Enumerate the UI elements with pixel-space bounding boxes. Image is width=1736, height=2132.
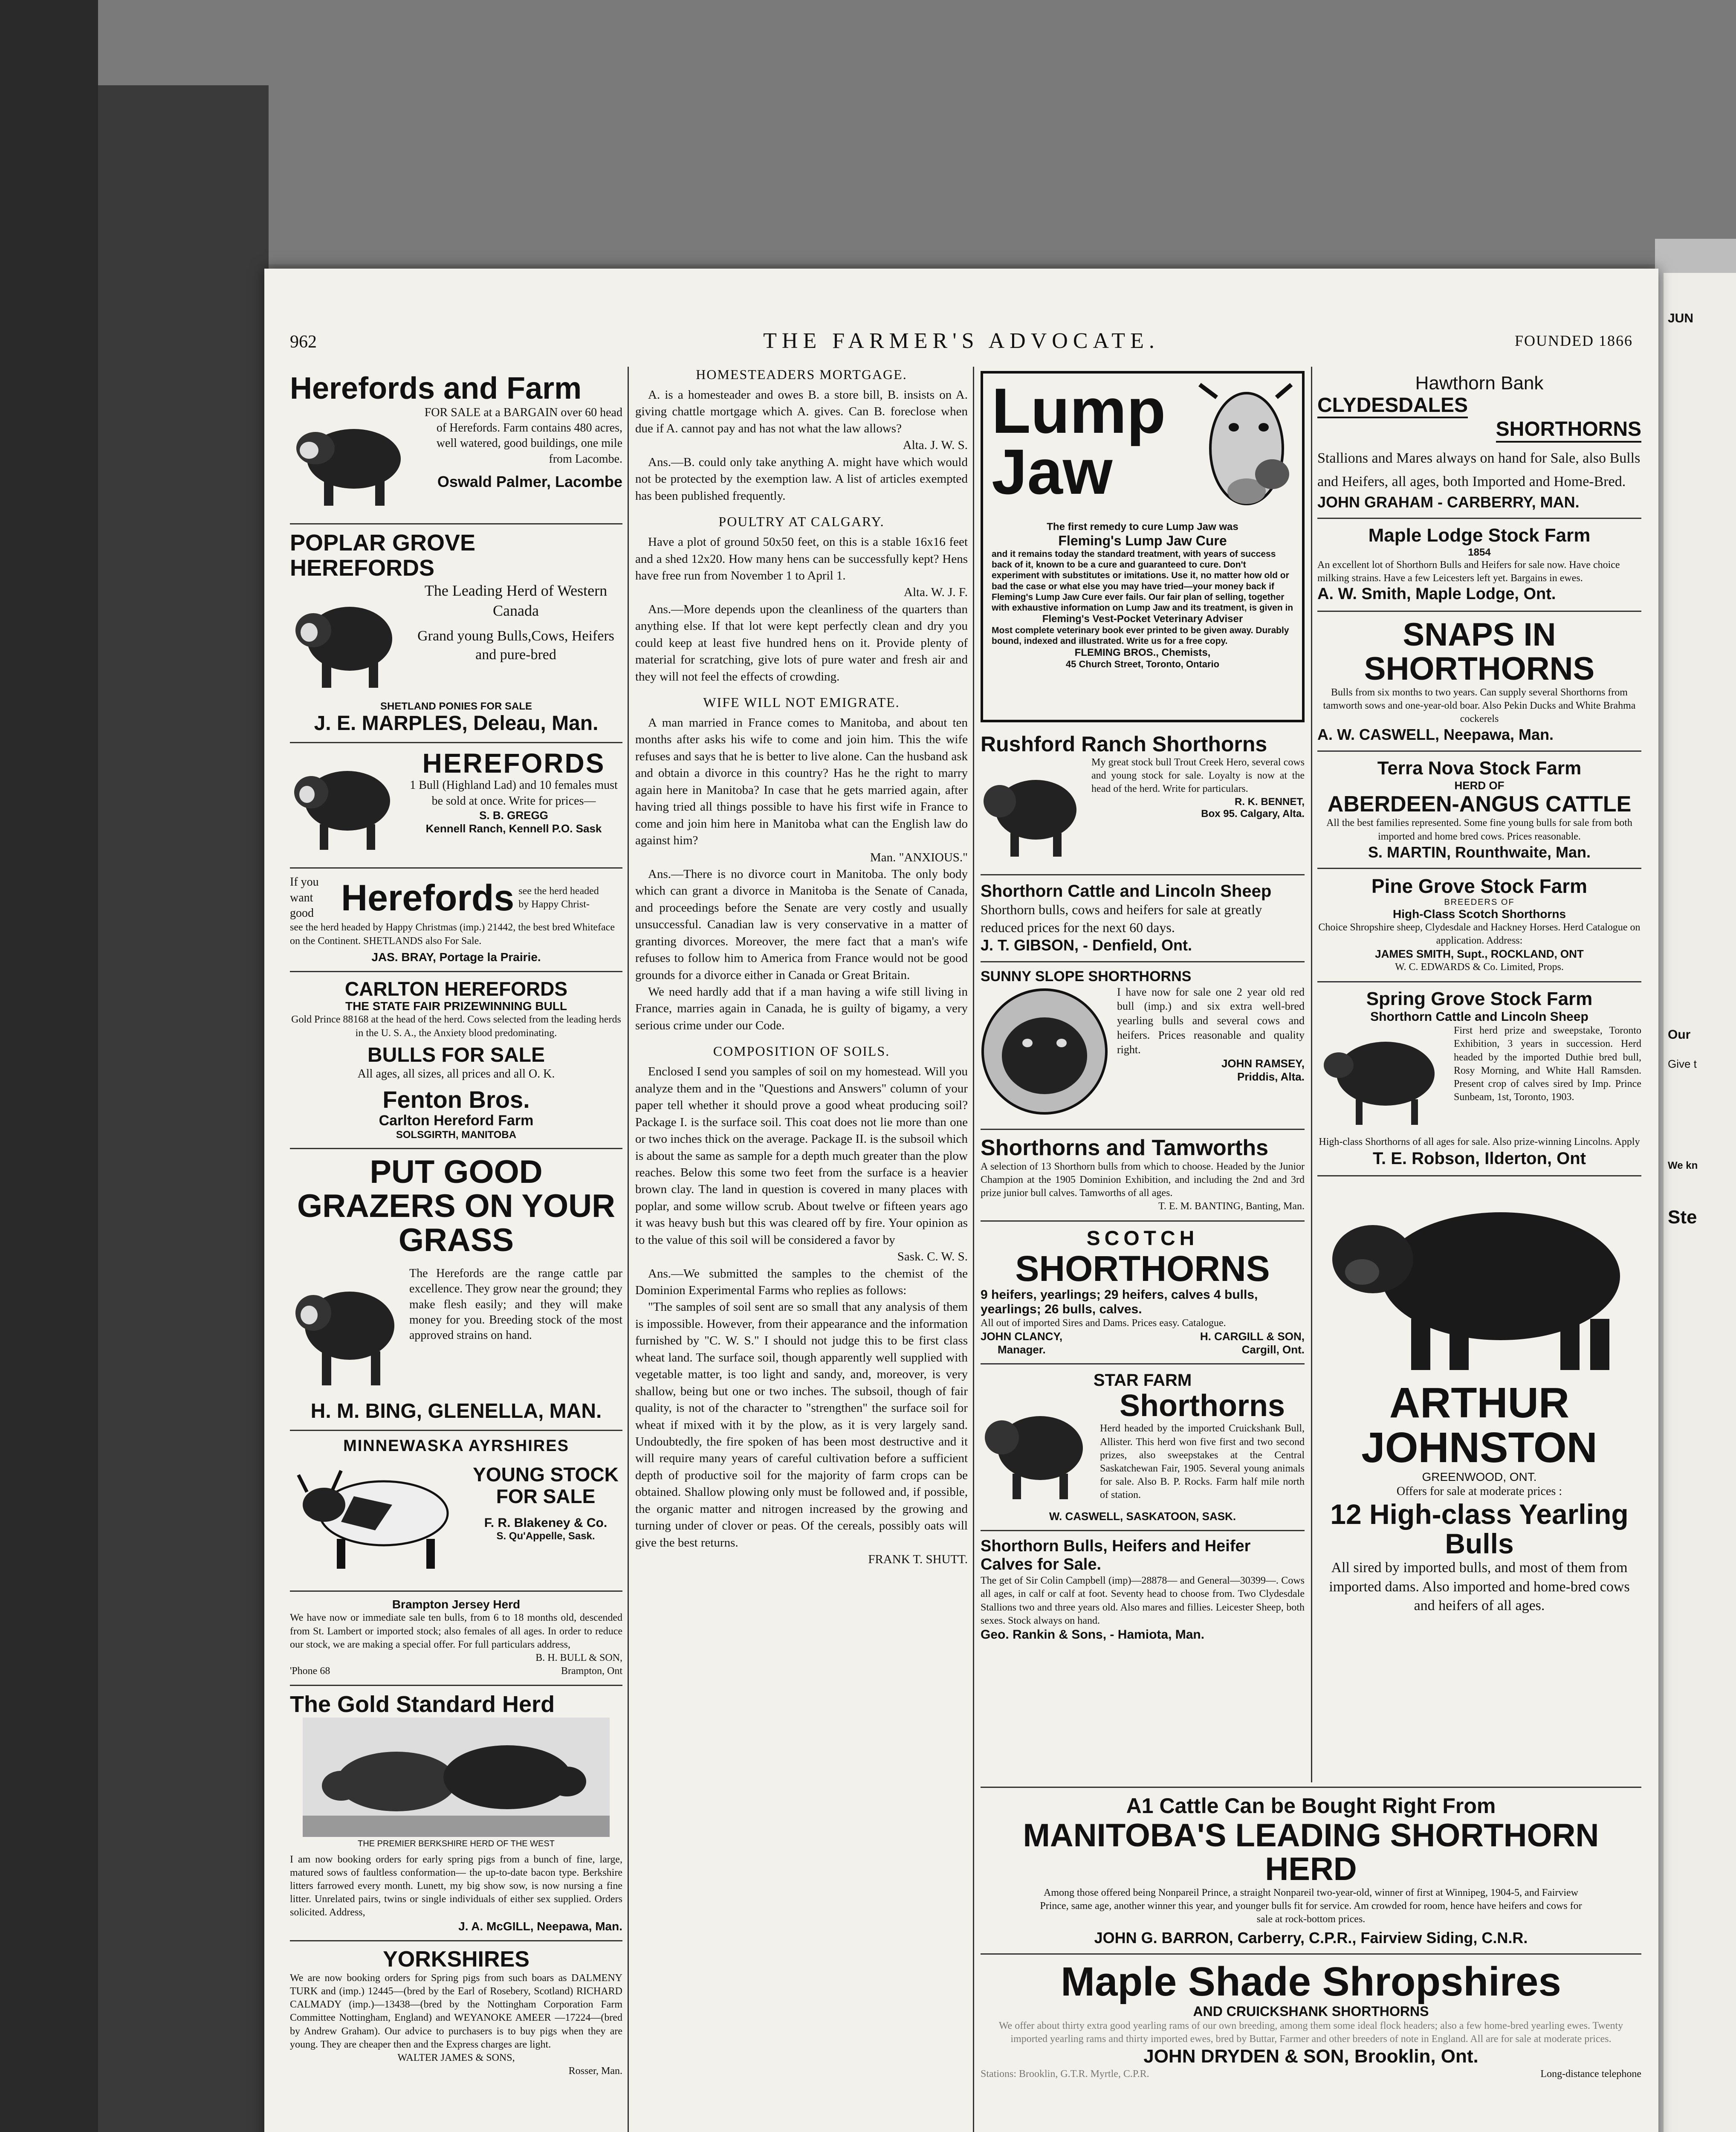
ad-headline: BULLS FOR SALE [367,1043,545,1066]
ad-text: Bulls from six months to two years. Can supply several Shorthorns from tamworth sows and one-year-old boar. Also Pekin Ducks and White Brahma cockerels [1323,687,1636,724]
ad-title: SCOTCH [1086,1227,1199,1250]
ad-text: We have now or immediate sale ten bulls, from 6 to 18 months old, descended from St. Lambert or imported stock; also females of all ages. In order to reduce our stock, we are making a special offer. For full particulars address, [290,1612,622,1650]
ad-minnewaska-ayrshires [290,1431,622,1592]
article-heading: HOMESTEADERS MORTGAGE. [696,367,907,382]
advertiser-name: A. W. Smith, Maple Lodge, Ont. [1317,585,1556,603]
ad-title: A1 Cattle Can be Bought Right From [1126,1794,1496,1818]
ad-title: Shorthorn Bulls, Heifers and Heifer Calves for Sale. [981,1537,1251,1574]
ad-gold-standard-herd [290,1686,622,1941]
ad-text: Shorthorn bulls, cows and heifers for sale at greatly reduced prices for the next 60 days. [981,902,1262,935]
article-answer: We need hardly add that if a man having a wife still living in France, marries again in Canada, he is guilty of bigamy, a very serious crime under our Code. [635,985,968,1032]
advertiser-name: T. E. Robson, Ilderton, Ont [1373,1149,1586,1168]
ad-year: 1854 [1468,546,1491,558]
ad-carlton-herefords [290,972,622,1150]
ad-text: Stallions and Mares always on hand for Sale, also Bulls and Heifers, all ages, both Imported and Home-Bred. [1317,450,1641,490]
advertiser-name: W. CASWELL, SASKATOON, SASK. [1049,1509,1236,1523]
next-page-fragment: JUN [1668,311,1694,325]
ad-snaps-shorthorns [1317,612,1641,752]
ad-scotch-shorthorns [981,1222,1305,1364]
advertiser-name: S. MARTIN, Rounthwaite, Man. [1368,843,1591,861]
article-signature: Sask. C. W. S. [897,1250,968,1264]
article-question: A man married in France comes to Manitoba, and about ten months after asks his wife to come and join him. This the wife refuses and says that he is better to live alone. Can the husband ask and obtain a divorce in this country? Has he the right to marry again here in Manitoba? In case that he gets married again, after having tried all things possible to have his first wife in France to come and join him here in Manitoba what can the English law do against him? [635,716,968,848]
ad-text: The get of Sir Colin Campbell (imp)—28878— and General—30399—. Cows all ages, in calf or calf at foot. Seventy head to choose from. Two Clydesdale Stallions two and three years old. Also mares and fillies. Leicester Sheep, both sexes. Stock always on hand. [981,1575,1305,1626]
advertiser-name: FLEMING BROS., Chemists, [1074,646,1211,658]
ad-headline: 12 High-class Yearling Bulls [1330,1498,1629,1560]
ad-pine-grove [1317,869,1641,982]
advertiser-name: ARTHUR JOHNSTON [1361,1379,1597,1472]
advertiser-address: GREENWOOD, ONT. [1422,1470,1537,1484]
pig-illustration [290,1718,622,1839]
advertiser-name: WALTER JAMES & SONS, [397,2052,515,2063]
ad-title: The Gold Standard Herd [290,1692,555,1718]
article-answer: "The samples of soil sent are so small that any analysis of them is impossible. However, from their appearance and the information furnished by "C. W. S." I should not judge this to be first class wheat land. The surface soil, though apparently well supplied with vegetable matter, is too light and sandy, and, moreover, is very shallow, being but one or two inches. The subsoil, though of fair quality, is not of the character to "strengthen" the surface soil for wheat if mixed with it by the plow, as it is very largely sand. Undoubtedly, the fire spoken of has been most destructive and it will require many years of careful cultivation before a sufficient depth of productive soil for the majority of farm crops can be obtained. Shallow plowing only must be followed and, if possible, the organic matter and nitrogen increased by the growing and turning under of clover or peas. Of the cereals, possibly oats will give the best returns. [635,1300,968,1550]
advertiser-name: B. H. BULL & SON, [535,1652,622,1663]
ad-text: We offer about thirty extra good yearling rams of our own breeding, among them some ideal flock headers; also a few home-bred yearling ewes. Twenty imported yearling rams and thirty imported ewes, bred by Buttar, Farmer and other breeders of note in England. All are for sale at moderate prices. [998,2020,1623,2045]
ad-text: Offers for sale at moderate prices : [1396,1485,1562,1498]
ad-subtitle: HERD OF [1454,779,1505,792]
advertiser-owner: W. C. EDWARDS & Co. Limited, Props. [1395,962,1564,973]
advertiser-name: S. B. GREGG [479,809,548,822]
ad-shorthorns-tamworths [981,1130,1305,1222]
advertiser-name: JOHN GRAHAM - CARBERRY, MAN. [1317,493,1580,511]
ad-yorkshires [290,1941,622,2085]
ad-spring-grove [1317,982,1641,1177]
ad-title: Maple Shade Shropshires [1061,1959,1561,2005]
advertiser-name: J. T. GIBSON, - Denfield, Ont. [981,936,1192,954]
ad-title: Herefords [341,877,515,918]
ad-text: Choice Shropshire sheep, Clydesdale and Hackney Horses. Herd Catalogue on application. Address: [1318,922,1641,947]
bull-illustration [290,408,409,512]
ad-line: The first remedy to cure Lump Jaw was [1047,521,1238,533]
advertiser-stations: Stations: Brooklin, G.T.R. Myrtle, C.P.R. [981,2068,1149,2080]
ad-title: SHORTHORNS [1015,1248,1270,1289]
advertiser-phone: Long-distance telephone [1540,2068,1641,2080]
advertiser-name: J. E. MARPLES, Deleau, Man. [314,712,599,735]
advertiser-name: JOHN RAMSEY, [1221,1057,1305,1070]
next-page-edge [1664,273,1736,2132]
ad-lump-jaw [981,371,1305,722]
ad-title: Shorthorn Cattle and Lincoln Sheep [981,882,1272,901]
column-rule [628,367,629,2132]
scan-background-left [0,0,98,2132]
ad-title: Spring Grove Stock Farm [1366,988,1593,1009]
advertiser-address: Box 95. Calgary, Alta. [1201,808,1305,820]
founded-date: FOUNDED 1866 [1514,332,1633,349]
column-rule [1311,367,1312,1782]
ad-text: High-class Shorthorns of all ages for sale. Also prize-winning Lincolns. Apply [1319,1136,1640,1148]
next-page-fragment: We kn [1668,1160,1698,1171]
advertiser-name: JOHN DRYDEN & SON, Brooklin, Ont. [1143,2046,1478,2067]
ad-terra-nova [1317,752,1641,869]
ad-title-jaw: Jaw [992,435,1113,507]
ad-title: CARLTON HEREFORDS [344,977,568,1000]
article-answer: Ans.—B. could only take anything A. might have which would not be protected by the exemption law. A list of articles exempted has been published frequently. [635,455,968,503]
article-signature: Alta. W. J. F. [904,585,968,600]
bull-illustration [290,1458,460,1579]
ad-subtitle: High-Class Scotch Shorthorns [1392,907,1566,921]
newspaper-title: THE FARMER'S ADVOCATE. [763,329,1160,353]
ad-line: Grand young Bulls,Cows, Heifers and pure-bred [417,628,614,663]
column-1 [290,367,622,2085]
bull-illustration [290,583,401,696]
ad-star-farm [981,1364,1305,1531]
column-rule [973,367,974,2132]
farm-name: Carlton Hereford Farm [379,1112,534,1129]
ad-title-lump: Lump [992,375,1166,446]
ad-title: Terra Nova Stock Farm [1377,757,1582,779]
advertiser-role: Manager. [998,1343,1046,1356]
ad-title: Rushford Ranch Shorthorns [981,732,1267,756]
ad-subtitle: AND CRUICKSHANK SHORTHORNS [1193,2003,1429,2019]
article-question: Have a plot of ground 50x50 feet, on this is a stable 16x16 feet and a shed 12x20. How many hens can be successfully kept? Hens have free run from November 1 to April 1. [635,535,968,582]
advertiser-address: SOLSGIRTH, MANITOBA [396,1129,517,1141]
ad-text: First herd prize and sweepstake, Toronto Exhibition, 3 years in succession. Herd headed by the imported Duthie bred bull, Rosy Morning, and White Hall Ramsden. Present crop of calves sired by Imp. Prince Sunbeam, 1st, Toronto, 1903. [1454,1025,1641,1103]
ad-text: I am now booking orders for early spring pigs from a bunch of fine, large, matured sows of faultless conformation— the up-to-date bacon type. Berkshire litters farrowed every month. Lunett, my big show sow, is now nursing a fine litter. Unrelated pairs, twins or single individuals of either sex supplied. Orders solicited. Address, [290,1854,622,1918]
ad-title: POPLAR GROVE HEREFORDS [290,530,476,581]
ad-text: Most complete veterinary book ever printed to be given away. Durably bound, indexed and illustrated. Write us for a free copy. [992,626,1289,646]
ad-title: Pine Grove Stock Farm [1371,875,1588,898]
advertiser-address: Rosser, Man. [568,2065,622,2077]
bull-illustration [1317,1182,1641,1381]
bull-illustration [290,1266,401,1396]
ad-subtitle: Shorthorns [1120,1388,1285,1423]
ad-text: The Herefords are the range cattle par excellence. They grow near the ground; they make flesh easily; and they will make money for you. Breeding stock of the most approved strains on hand. [409,1266,622,1342]
advertiser-address: Brampton, Ont [561,1666,622,1677]
ad-rushford-ranch [981,727,1305,875]
ad-title: STAR FARM [1093,1370,1192,1390]
ad-text: A selection of 13 Shorthorn bulls from which to choose. Headed by the Junior Champion at the 1905 Dominion Exhibition, and including the 2nd and 3rd prize junior bull calves. Tamworths of all ages. [981,1161,1305,1199]
ad-text: All out of imported Sires and Dams. Prices easy. Catalogue. [981,1317,1226,1329]
ad-text: 9 heifers, yearlings; 29 heifers, calves 4 bulls, yearlings; 26 bulls, calves. [981,1287,1258,1316]
article-heading: POULTRY AT CALGARY. [718,514,885,530]
advertiser-address: Kennell Ranch, Kennell P.O. Sask [425,822,602,835]
ad-title: HEREFORDS [422,748,605,779]
ad-subtitle: Shorthorn Cattle and Lincoln Sheep [1370,1010,1588,1024]
ad-herefords-and-farm [290,367,622,524]
ad-title: MANITOBA'S LEADING SHORTHORN HERD [1023,1817,1599,1888]
advertiser-name: JOHN CLANCY, [981,1330,1063,1343]
ad-text: An excellent lot of Shorthorn Bulls and Heifers for sale now. Have choice milking strains. Have a few Leicesters left yet. Bargains in ewes. [1317,559,1620,584]
ad-maple-lodge [1317,519,1641,612]
advertiser-name: F. R. Blakeney & Co. [484,1515,608,1530]
ad-hawthorn-bank [1317,367,1641,519]
ad-title: Shorthorns and Tamworths [981,1135,1269,1160]
page-header [290,328,1633,354]
advertiser-name: T. E. M. BANTING, Banting, Man. [1158,1201,1305,1212]
ad-barron-shorthorn-herd [981,1788,1641,1955]
ad-text-right: see the herd headed by Happy Christ- [518,885,599,910]
ad-title: Herefords and Farm [290,371,582,406]
ad-title: YORKSHIRES [383,1947,529,1972]
ad-subtitle: YOUNG STOCK FOR SALE [473,1463,619,1507]
ad-title: Hawthorn Bank [1415,373,1544,394]
next-page-fragment: Ste [1668,1207,1697,1228]
article-heading: WIFE WILL NOT EMIGRATE. [703,695,900,710]
article-question: Enclosed I send you samples of soil on my homestead. Will you analyze them and in the "Questions and Answers" column of your paper tell whether it should prove a good wheat producing soil? Package I. is the surface soil. This coat does not lie more than one or two inches thick on the average. Package II. is the subsoil which is about the same as sample for a depth much greater than the plow reaches. Below this some two feet from the surface is a heavier brown clay. The land in question is covered in many places with poplar, and some willow scrub. About twelve or fifteen years ago it was heavy bush but this was cleared off by fire. Your opinion as to the value of this soil will be considered a favor by [635,1065,968,1247]
ad-text: I have now for sale one 2 year old red bull (imp.) and six extra well-bred yearling bulls and several cows and heifers. Prices reasonable and quality right. [1117,985,1305,1056]
bull-illustration [981,1393,1091,1506]
advertiser-address: Priddis, Alta. [1237,1070,1305,1083]
article-signature: Man. "ANXIOUS." [870,850,968,864]
column-3 [981,367,1305,1649]
ad-text: All sired by imported bulls, and most of them from imported dams. Also imported and home-bred cows and heifers of all ages. [1329,1560,1630,1613]
ad-title: MINNEWASKA AYRSHIRES [343,1437,569,1455]
column-4 [1317,367,1641,1622]
ad-text: FOR SALE at a BARGAIN over 60 head of Herefords. Farm contains 480 acres, well watered, good buildings, one mile from Lacombe. [424,406,622,466]
advertiser-name: JOHN G. BARRON, Carberry, C.P.R., Fairview Siding, C.N.R. [1094,1929,1528,1947]
ad-text: We are now booking orders for Spring pigs from such boars as DALMENY TURK and (imp.) 12445—(bred by the Earl of Rosebery, Scotland) RICHARD CALMADY (imp.)—13438—(bred by the Nottingham Corporation Farm Committee Nottingham, England) and WEYANOKE AMEER —17224—(bred by Andrew Graham). Our advice to purchasers is to buy pigs when they are young. They are cheaper then and the Express charges are light. [290,1972,622,2050]
ad-brampton-jersey [290,1592,622,1686]
sheep-illustration [1317,1027,1445,1131]
ad-text: If you want good [290,875,319,920]
ad-text: All the best families represented. Some fine young bulls for sale from both imported and home bred cows. Prices reasonable. [1326,817,1632,842]
newspaper-page [264,269,1658,2132]
ad-poplar-grove-herefords [290,524,622,744]
ad-text: Herd headed by the imported Cruickshank Bull, Allister. This herd won five first and two second prizes, also sweepstakes at the Central Saskatchewan Fair, 1905. Several young animals for sale. Also B. P. Rocks. Farm half mile north of station. [1100,1423,1305,1501]
advertiser-phone: 'Phone 68 [290,1666,330,1677]
product-name: Fleming's Vest-Pocket Veterinary Adviser [1042,613,1243,625]
advertiser-name: Fenton Bros. [382,1086,530,1113]
bull-head-illustration [981,988,1108,1118]
scan-background-left-inner [98,85,269,2132]
bull-illustration [981,759,1083,863]
ad-line: The Leading Herd of Western Canada [424,582,608,620]
ad-bray-herefords [290,869,622,972]
cow-head-illustration [1191,380,1293,523]
ad-subtitle: THE STATE FAIR PRIZEWINNING BULL [345,999,567,1013]
product-name: Fleming's Lump Jaw Cure [1058,533,1227,548]
advertiser-name: Oswald Palmer, Lacombe [437,473,622,491]
advertiser-address: 45 Church Street, Toronto, Ontario [1065,658,1220,669]
advertiser-address: S. Qu'Appelle, Sask. [496,1530,595,1542]
advertiser-name: Geo. Rankin & Sons, - Hamiota, Man. [981,1627,1205,1642]
ad-text: see the herd headed by Happy Christmas (imp.) 21442, the best bred Whiteface on the Continent. SHETLANDS also For Sale. [290,922,615,947]
next-page-fragment: Our [1668,1028,1691,1042]
advertiser-name: A. W. CASWELL, Neepawa, Man. [1317,726,1554,744]
article-signature: Alta. J. W. S. [903,438,968,452]
page-number: 962 [290,332,317,352]
ad-title: PUT GOOD GRAZERS ON YOUR GRASS [297,1154,615,1259]
article-answer: Ans.—More depends upon the cleanliness of the quarters than anything else. If that lot were kept perfectly clean and dry you could keep at least five hundred hens on it. Provide plenty of material for scratching, give lots of pure water and fresh air and they will not feel the effects of crowding. [635,602,968,684]
ad-subtitle: SHORTHORNS [1496,418,1641,443]
ad-text: Gold Prince 88168 at the head of the herd. Cows selected from the leading herds in the U. S. A., the Anxiety blood predominating. [291,1014,621,1039]
advertiser-name: JAS. BRAY, Portage la Prairie. [371,950,541,964]
advertiser-name: H. CARGILL & SON, [1200,1330,1305,1343]
ad-subtitle: BREEDERS OF [1444,898,1515,907]
ad-title: Maple Lodge Stock Farm [1368,525,1591,546]
bottom-wide-ads [981,1787,1641,2088]
ad-title: SNAPS IN SHORTHORNS [1364,617,1595,687]
ad-arthur-johnston [1317,1176,1641,1622]
ad-gibson-shorthorns [981,875,1305,962]
ad-text: All ages, all sizes, all prices and all O. K. [357,1067,555,1081]
advertiser-name: J. A. McGILL, Neepawa, Man. [458,1919,622,1933]
article-signature: FRANK T. SHUTT. [868,1553,968,1566]
ad-text: 1 Bull (Highland Lad) and 10 females must be sold at once. Write for prices— [410,779,618,808]
next-page-fragment: Give t [1668,1057,1697,1070]
article-question: A. is a homesteader and owes B. a store bill, B. insists on A. giving chattle mortgage which A. gives. Can B. foreclose when due if A. cannot pay and has not what the law allows? [635,388,968,435]
advertiser-address: Cargill, Ont. [1241,1343,1305,1356]
image-caption: THE PREMIER BERKSHIRE HERD OF THE WEST [358,1839,555,1848]
ad-good-grazers [290,1149,622,1431]
bull-illustration [290,752,396,856]
article-answer: Ans.—There is no divorce court in Manitoba. The only body which can grant a divorce in Manitoba is the Senate of Canada, and proceedings before the Senate are very costly and usually unsuccessful. Canadian law is very conservative in a matter of granting divorces. Moreover, the mere fact that a man's wife refuses to follow him to America from France would not be good grounds for a divorce either in Canada or Great Britain. [635,867,968,982]
ad-text: My great stock bull Trout Creek Hero, several cows and young stock for sale. Loyalty is now at the head of the herd. Write for particulars. [1091,757,1305,795]
article-answer: Ans.—We submitted the samples to the chemist of the Dominion Experimental Farms who replies as follows: [635,1266,968,1297]
ad-text: and it remains today the standard treatment, with years of success back of it, known to be a cure and guaranteed to cure. Don't experiment with substitutes or imitations. Use it, no matter how old or bad the case or what else you may have tried—your money back if Fleming's Lump Jaw Cure ever fails. Our fair plan of selling, together with exhaustive information on Lump Jaw and its treatment, is given in [992,549,1293,613]
ad-text: Among those offered being Nonpareil Prince, a straight Nonpareil two-year-old, winner of first at Winnipeg, 1904-5, and Fairview Prince, same age, another winner this year, and younger bulls fit for service. Am crowded for room, hence have heifers and cows for sale at rock-bottom prices. [1040,1887,1582,1925]
advertiser-name: JAMES SMITH, Supt., ROCKLAND, ONT [1375,947,1584,961]
ad-subtitle: ABERDEEN-ANGUS CATTLE [1327,792,1632,817]
ad-gregg-herefords [290,743,622,869]
article-heading: COMPOSITION OF SOILS. [713,1043,890,1059]
advertiser-name: R. K. BENNET, [1234,796,1305,808]
ad-title: SUNNY SLOPE SHORTHORNS [981,968,1192,985]
advertiser-name: H. M. BING, GLENELLA, MAN. [310,1399,602,1422]
ad-maple-shade-shropshires [981,1955,1641,2088]
ad-title: Brampton Jersey Herd [392,1598,521,1611]
column-2-questions-answers [635,367,968,1568]
ad-rankin-shorthorns [981,1531,1305,1649]
ad-subtitle: CLYDESDALES [1317,394,1468,419]
ad-line: SHETLAND PONIES FOR SALE [380,701,532,713]
ad-sunny-slope [981,962,1305,1130]
